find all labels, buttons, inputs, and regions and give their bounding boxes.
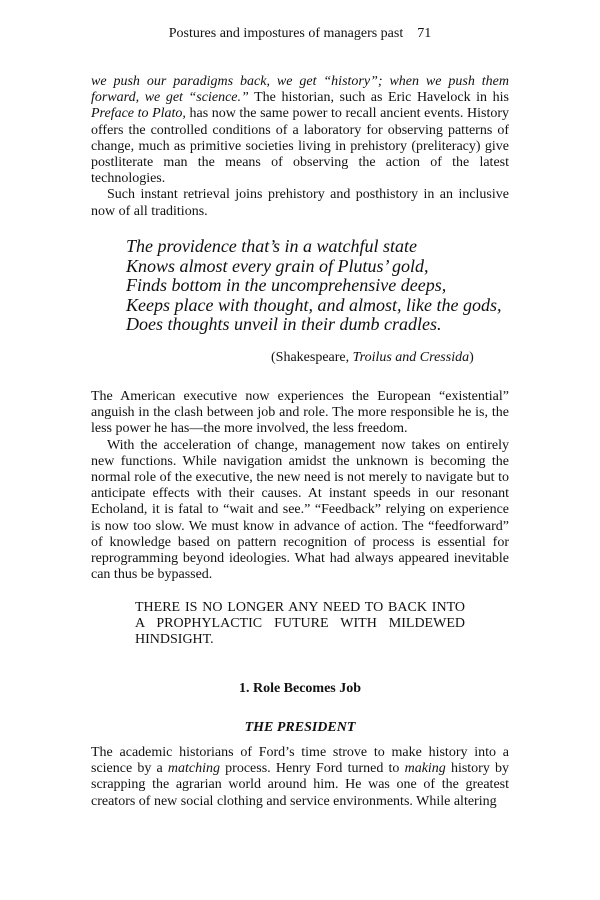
emphasis-making: making — [404, 761, 446, 777]
verse-attribution: (Shakespeare, Troilus and Cressida) — [271, 350, 474, 365]
play-title: Troilus and Cressida — [352, 350, 470, 365]
book-title: Preface to Plato, — [91, 106, 186, 122]
verse-quote — [126, 237, 501, 335]
section-title: 1. Role Becomes Job — [238, 681, 362, 696]
verse-line: Does thoughts unveil in their dumb cradles. — [126, 314, 442, 334]
text-block-top — [91, 74, 509, 220]
paragraph-3: The American executive now experiences the European “existential” anguish in the clash between job and role. The more responsible he is, the less power he has—the more involved, the less freedom. — [91, 389, 509, 437]
page-number: 71 — [417, 26, 432, 41]
text-block-bottom — [91, 745, 509, 810]
running-title: Postures and impostures of managers past — [168, 26, 404, 41]
verse-line: Finds bottom in the uncomprehensive deeps, — [126, 275, 447, 295]
italic-lead: we push our paradigms back, we get “history”; when we push them forward, we get “science.” — [91, 74, 509, 106]
paragraph-1 — [91, 74, 509, 187]
subheading: THE PRESIDENT — [244, 720, 356, 735]
paragraph-5: The academic historians of Ford’s time strove to make history into a science by a matching process. Henry Ford turned to making history by scrapping the agrarian world around him. He was one of the greatest creators of new social clothing and service environments. While altering — [91, 745, 510, 809]
capitalized-statement: THERE IS NO LONGER ANY NEED TO BACK INTO A PROPHYLACTIC FUTURE WITH MILDEWED HINDSIGHT. — [135, 600, 465, 648]
verse-line: Keeps place with thought, and almost, like the gods, — [126, 294, 502, 315]
paragraph-4: With the acceleration of change, management now takes on entirely new functions. While navigation amidst the unknown is becoming the normal role of the executive, the new need is not merely to navigate but to anticipate effects with their causes. At instant speeds in our resonant Echoland, it is fatal to “wait and see.” “Feedback” relying on experience is now too slow. We must know in advance of action. The “feedforward” of knowledge based on pattern recognition of process is essential for reprogramming beyond ideologies. What had always appeared inevitable can thus be bypassed. — [91, 437, 509, 583]
text-block-middle — [91, 389, 509, 583]
paragraph-1-text-a: The historian, such as Eric Havelock in his — [248, 90, 509, 106]
verse-line: The providence that’s in a watchful state — [126, 236, 417, 256]
emphasis-matching: matching — [167, 761, 221, 777]
verse-line: Knows almost every grain of Plutus’ gold, — [126, 255, 429, 276]
running-header — [0, 26, 600, 42]
paragraph-2: Such instant retrieval joins prehistory and posthistory in an inclusive now of all traditions. — [91, 187, 509, 219]
paragraph-1-text-b: has now the same power to recall ancient events. History offers the controlled conditions of a laboratory for observing patterns of change, much as primitive societies living in prehistory (preliteracy) give postliterate man the means of observing the action of the latest technologies. — [91, 106, 510, 187]
